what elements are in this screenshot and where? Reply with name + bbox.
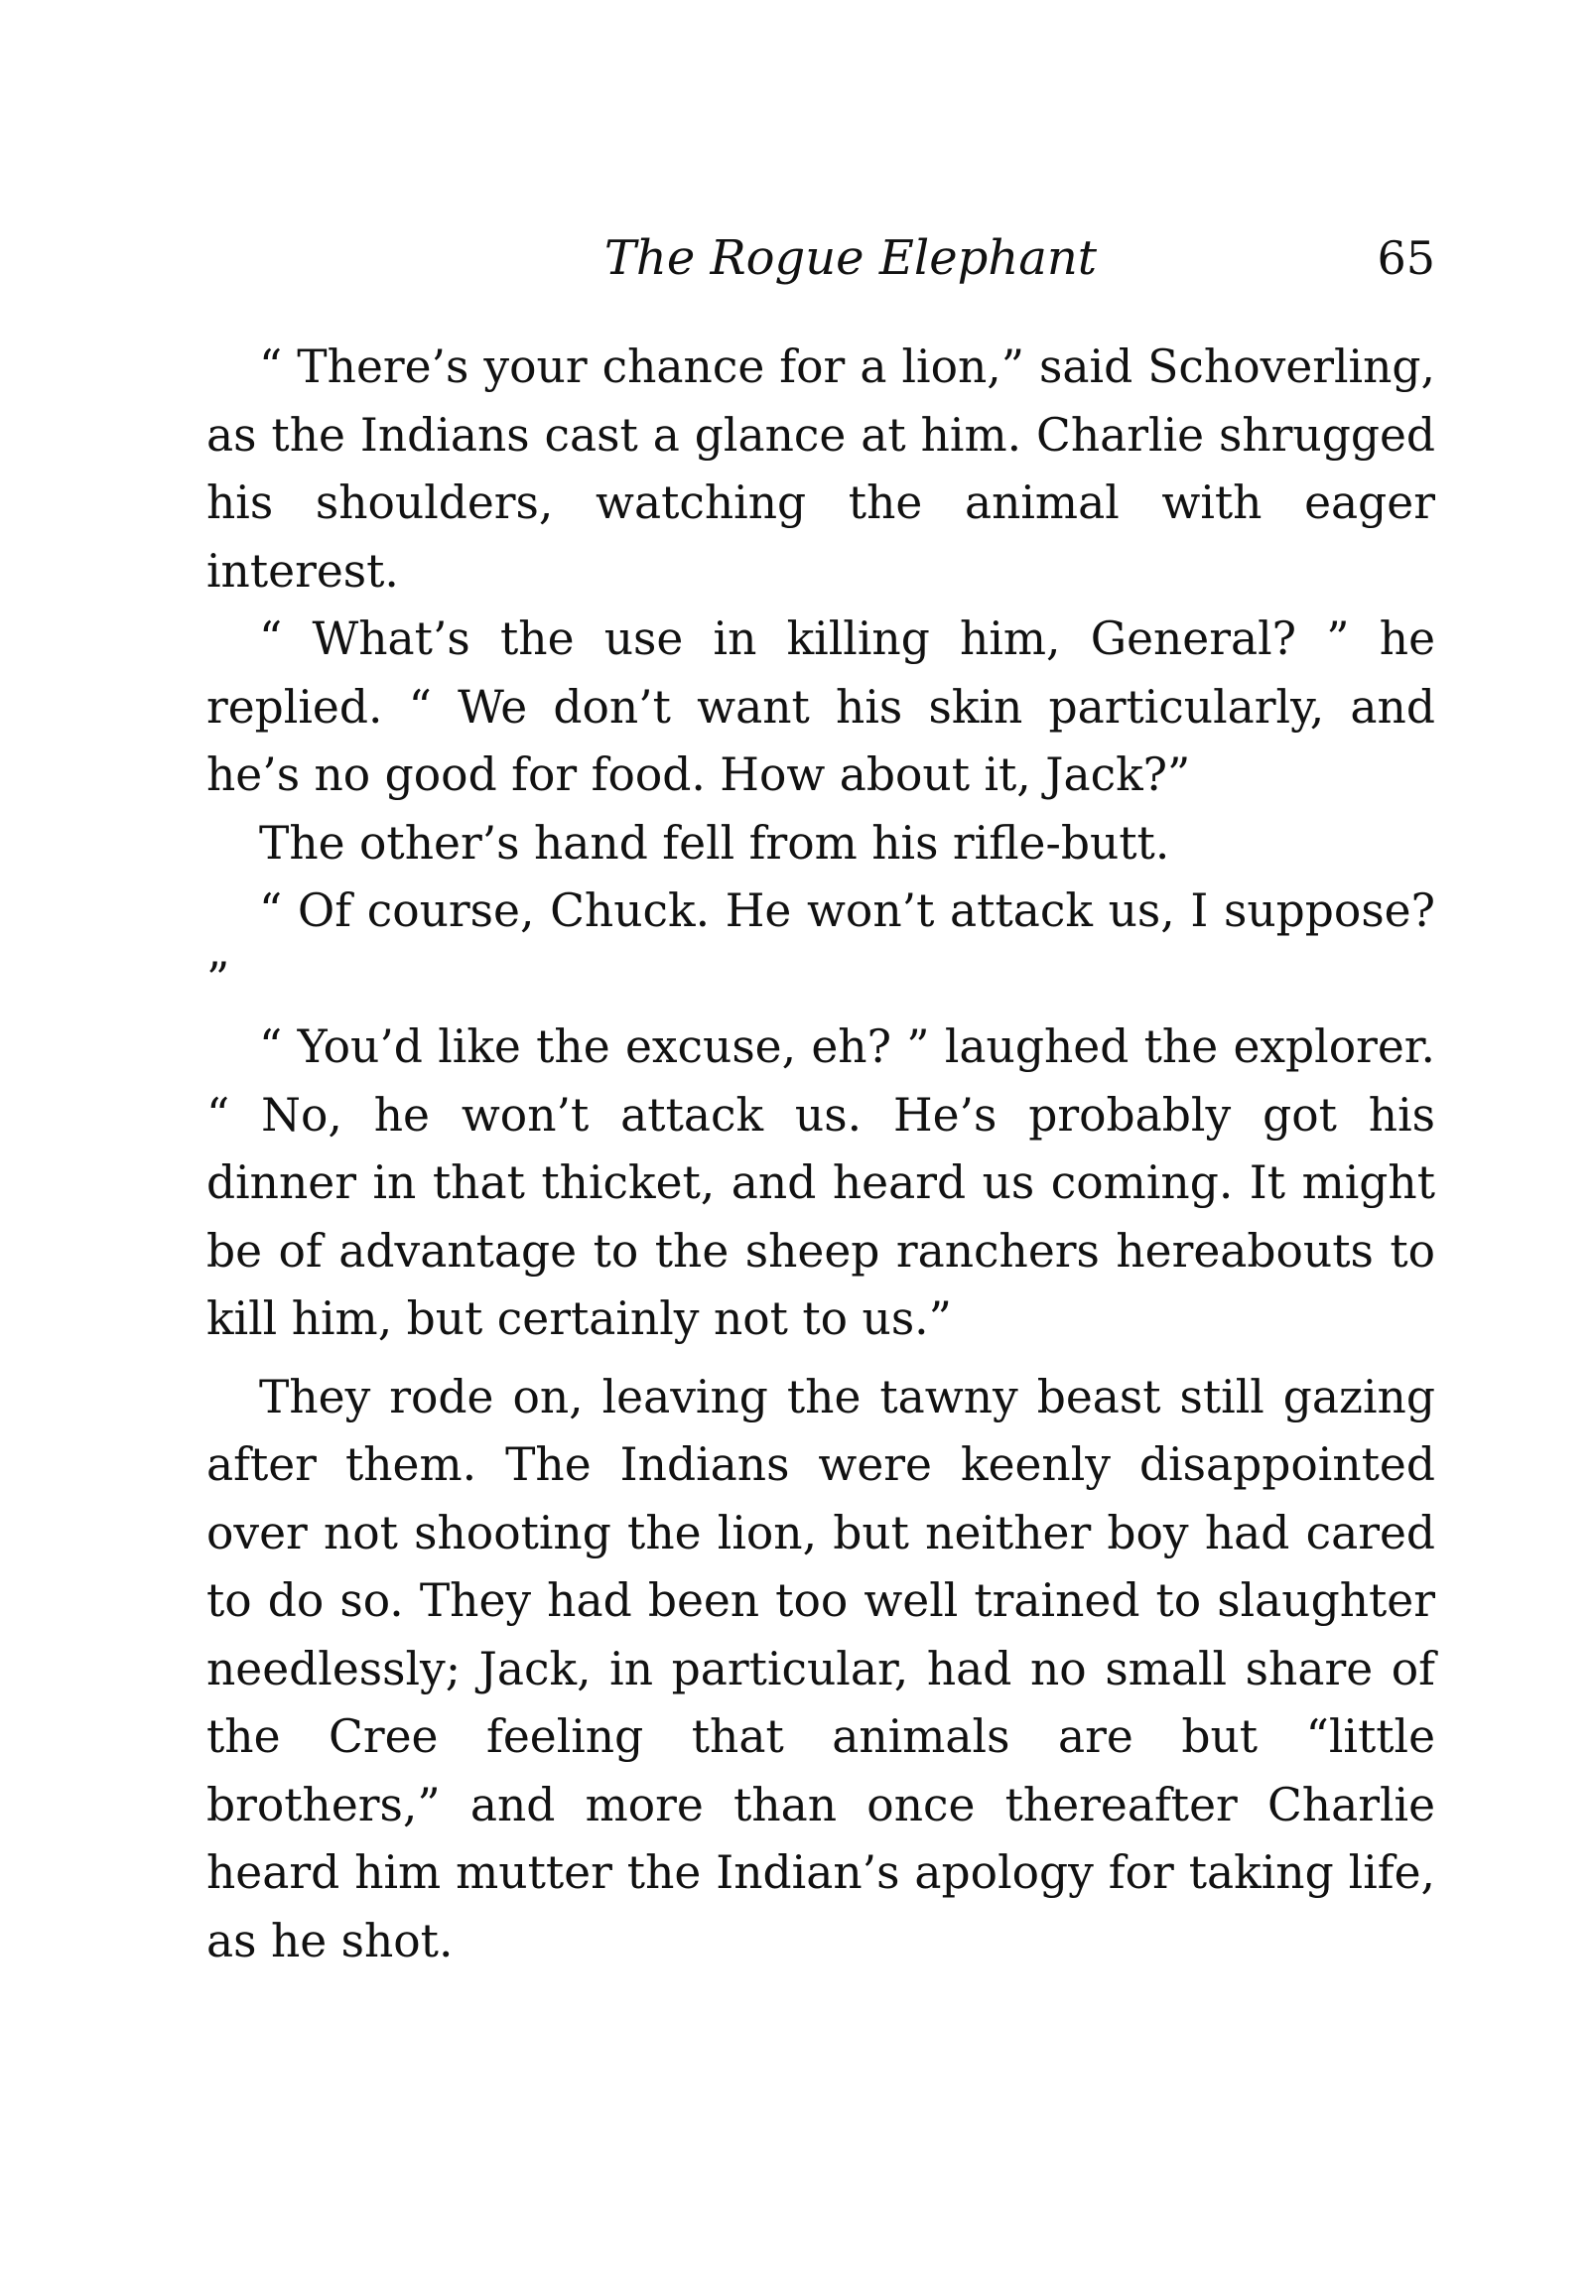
page-header: [206, 230, 1435, 300]
paragraph-2: “ What’s the use in killing him, General? ” he replied. “ We don’t want his skin particularly, and he’s no good for food. How about it, Jack?”: [206, 612, 1435, 801]
page-number: 65: [1377, 231, 1435, 285]
paragraph-1: “ There’s your chance for a lion,” said Schoverling, as the Indians cast a glance at him. Charlie shrugged his shoulders, watching the animal with eager interest.: [206, 340, 1435, 598]
paragraph-6: They rode on, leaving the tawny beast still gazing after them. The Indians were keenly disappointed over not shooting the lion, but neither boy had cared to do so. They had been too well trained to slaughter needlessly; Jack, in particular, had no small share of the Cree feeling that animals are but “little brothers,” and more than once thereafter Charlie heard him mutter the Indian’s apology for taking life, as he shot.: [206, 1370, 1435, 1967]
body-text: [206, 334, 1435, 1975]
paragraph-4: “ Of course, Chuck. He won’t attack us, I suppose? ”: [206, 884, 1435, 1006]
running-title: The Rogue Elephant: [603, 230, 1098, 286]
paragraph-5: “ You’d like the excuse, eh? ” laughed the explorer. “ No, he won’t attack us. He’s probably got his dinner in that thicket, and heard us coming. It might be of advantage to the sheep ranchers hereabouts to kill him, but certainly not to us.”: [206, 1020, 1435, 1345]
paragraph-3: The other’s hand fell from his rifle-butt.: [259, 816, 1170, 870]
